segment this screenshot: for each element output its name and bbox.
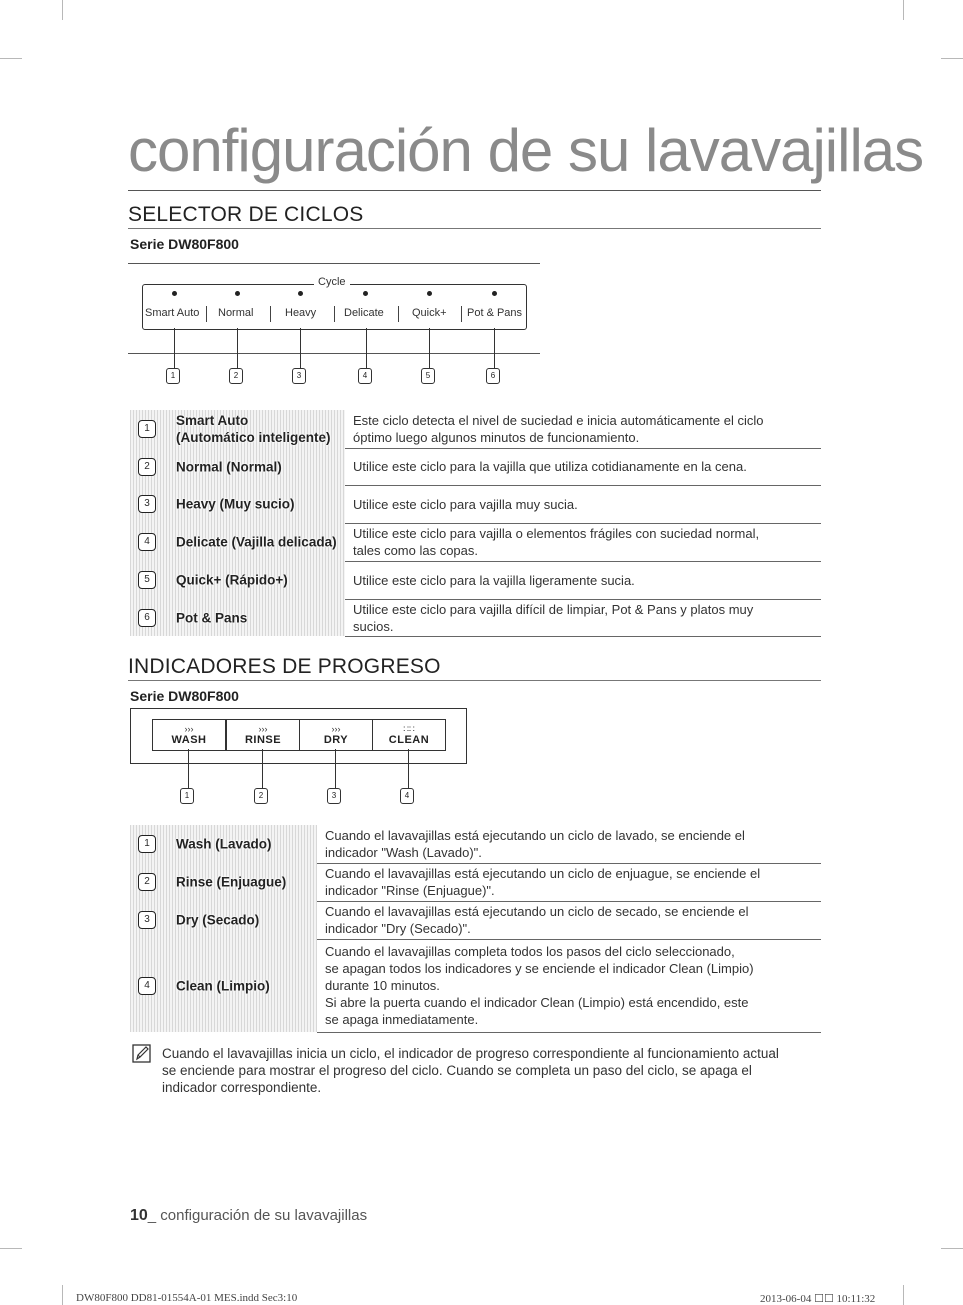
cycle-name: Delicate (Vajilla delicada) xyxy=(176,534,337,550)
cycle-name-cell xyxy=(130,561,345,599)
crop-mark xyxy=(941,1248,963,1249)
table-row xyxy=(130,825,821,863)
indicator-name: Rinse (Enjuague) xyxy=(176,874,287,890)
series-label: Serie DW80F800 xyxy=(130,688,239,704)
cycle-description: Utilice este ciclo para la vajilla ligeramente sucia. xyxy=(345,561,821,599)
indicator-label: DRY xyxy=(323,734,349,746)
separator xyxy=(334,306,335,322)
table-row xyxy=(130,523,821,561)
indicator-label: WASH xyxy=(171,734,207,746)
note-pencil-icon xyxy=(132,1044,152,1064)
callout-leader xyxy=(300,328,301,368)
separator xyxy=(270,306,271,322)
callout-number: 5 xyxy=(421,368,435,384)
cycle-button-delicate: Delicate xyxy=(344,307,384,319)
section-title-cycle-selector: SELECTOR DE CICLOS xyxy=(128,202,821,229)
table-row xyxy=(130,863,821,901)
callout-number: 4 xyxy=(400,788,414,804)
indicator-name: Clean (Limpio) xyxy=(176,978,270,993)
footer-text: configuración de su lavavajillas xyxy=(156,1207,368,1224)
callout-number: 3 xyxy=(327,788,341,804)
indicator-description: Cuando el lavavajillas completa todos los pasos del ciclo seleccionado, se apagan todos los indicadores y se enciende el indicador Clean (Limpio) durante 10 minutos. Si abre la puerta cuando el indicador Clean (Limpio) está encendido, este se apaga inmediatamente. xyxy=(317,939,821,1032)
cycle-name-cell xyxy=(130,410,345,448)
progress-indicator-clean xyxy=(372,719,446,751)
table-row xyxy=(130,939,821,1032)
callout-leader xyxy=(366,328,367,368)
callout-number: 3 xyxy=(292,368,306,384)
row-number-badge: 3 xyxy=(138,495,156,513)
progress-table xyxy=(130,825,821,1033)
callout-leader xyxy=(429,328,430,368)
callout-leader xyxy=(188,749,189,788)
cycle-description: Utilice este ciclo para vajilla difícil de limpiar, Pot & Pans y platos muy sucios. xyxy=(345,599,821,636)
page-footer xyxy=(130,1207,367,1225)
cycle-button-quick: Quick+ xyxy=(412,307,447,319)
indicator-dot xyxy=(235,291,240,296)
cycle-name-cell xyxy=(130,485,345,523)
chevrons-icon: ››› xyxy=(184,724,194,734)
indicator-name: Dry (Secado) xyxy=(176,912,260,928)
indicator-label: RINSE xyxy=(244,734,282,746)
page-number: 10 xyxy=(130,1207,148,1224)
cycle-description: Utilice este ciclo para vajilla o elementos frágiles con suciedad normal, tales como las copas. xyxy=(345,523,821,561)
cycle-button-normal: Normal xyxy=(218,307,254,319)
callout-leader xyxy=(262,749,263,788)
print-meta-right: 2013-06-04 ☐☐ 10:11:32 xyxy=(760,1293,876,1305)
crop-mark xyxy=(903,0,904,20)
cycle-description: Utilice este ciclo para vajilla muy sucia. xyxy=(345,485,821,523)
row-number-badge: 2 xyxy=(138,873,156,891)
table-row xyxy=(130,485,821,523)
callout-number: 1 xyxy=(180,788,194,804)
panel-bottom-line xyxy=(128,353,540,354)
indicator-dot xyxy=(427,291,432,296)
cycle-button-heavy: Heavy xyxy=(285,307,317,319)
cycle-name-cell xyxy=(130,448,345,485)
cycle-description: Utilice este ciclo para la vajilla que utiliza cotidianamente en la cena. xyxy=(345,448,821,485)
note-text: Cuando el lavavajillas inicia un ciclo, el indicador de progreso correspondiente al funcionamiento actual se enciende para mostrar el progreso del ciclo. Cuando se completa un paso del ciclo, se apaga el indicador correspondiente. xyxy=(162,1046,779,1095)
callout-leader xyxy=(335,749,336,788)
indicator-name-cell xyxy=(130,901,317,939)
cycle-name: Normal (Normal) xyxy=(176,459,282,474)
cycle-button-smart-auto: Smart Auto xyxy=(145,307,200,319)
row-number-badge: 6 xyxy=(138,609,156,627)
crop-mark xyxy=(941,58,963,59)
indicator-dot xyxy=(363,291,368,296)
cycle-description: Este ciclo detecta el nivel de suciedad e inicia automáticamente el ciclo óptimo luego algunos minutos de funcionamiento. xyxy=(345,410,821,448)
row-number-badge: 1 xyxy=(138,420,156,438)
cycle-name: Smart Auto (Automático inteligente) xyxy=(176,413,331,445)
callout-number: 4 xyxy=(358,368,372,384)
callout-leader xyxy=(408,749,409,788)
cycle-button-pot-pans: Pot & Pans xyxy=(467,307,523,319)
crop-mark xyxy=(62,1285,63,1305)
row-number-badge: 4 xyxy=(138,533,156,551)
separator xyxy=(398,306,399,322)
indicator-name: Wash (Lavado) xyxy=(176,836,272,852)
callout-number: 2 xyxy=(254,788,268,804)
cycle-name: Pot & Pans xyxy=(176,610,248,625)
print-meta-left: DW80F800 DD81-01554A-01 MES.indd Sec3:10 xyxy=(76,1292,298,1304)
indicator-dot xyxy=(172,291,177,296)
row-number-badge: 2 xyxy=(138,458,156,476)
indicator-description: Cuando el lavavajillas está ejecutando un ciclo de lavado, se enciende el indicador "Wash (Lavado)". xyxy=(317,825,821,863)
crop-mark xyxy=(0,58,22,59)
indicator-name-cell xyxy=(130,939,317,1032)
table-row xyxy=(130,599,821,636)
callout-leader xyxy=(494,328,495,368)
row-number-badge: 3 xyxy=(138,911,156,929)
separator xyxy=(461,306,462,322)
indicator-name-cell xyxy=(130,825,317,863)
row-number-badge: 1 xyxy=(138,835,156,853)
indicator-dot xyxy=(492,291,497,296)
indicator-description: Cuando el lavavajillas está ejecutando un ciclo de secado, se enciende el indicador "Dry (Secado)". xyxy=(317,901,821,939)
cycle-name-cell xyxy=(130,523,345,561)
separator xyxy=(206,306,207,322)
crop-mark xyxy=(903,1285,904,1305)
cycle-name-cell xyxy=(130,599,345,636)
chevrons-icon: ››› xyxy=(258,724,268,734)
progress-indicator-rinse xyxy=(226,719,300,751)
row-number-badge: 5 xyxy=(138,571,156,589)
row-number-badge: 4 xyxy=(138,977,156,995)
indicator-label: CLEAN xyxy=(388,734,430,746)
crop-mark xyxy=(0,1248,22,1249)
callout-leader xyxy=(237,328,238,368)
indicator-name-cell xyxy=(130,863,317,901)
page-title: configuración de su lavavajillas xyxy=(128,112,821,191)
crop-mark xyxy=(62,0,63,20)
table-row xyxy=(130,901,821,939)
progress-indicator-dry xyxy=(299,719,373,751)
sparkle-icon: ∷∷ xyxy=(403,724,415,734)
cycle-name: Quick+ (Rápido+) xyxy=(176,572,288,588)
table-row xyxy=(130,448,821,485)
panel-top-line xyxy=(128,263,540,264)
callout-number: 1 xyxy=(166,368,180,384)
indicator-description: Cuando el lavavajillas está ejecutando un ciclo de enjuague, se enciende el indicador "Rinse (Enjuague)". xyxy=(317,863,821,901)
progress-indicator-wash xyxy=(152,719,226,751)
callout-number: 6 xyxy=(486,368,500,384)
callout-number: 2 xyxy=(229,368,243,384)
series-label: Serie DW80F800 xyxy=(130,236,239,252)
cycle-caption: Cycle xyxy=(314,276,350,288)
callout-leader xyxy=(174,328,175,368)
footer-separator: _ xyxy=(147,1207,157,1224)
table-row xyxy=(130,561,821,599)
cycle-name: Heavy (Muy sucio) xyxy=(176,496,295,512)
chevrons-icon: ››› xyxy=(331,724,341,734)
indicator-dot xyxy=(298,291,303,296)
table-row xyxy=(130,410,821,448)
section-title-progress: INDICADORES DE PROGRESO xyxy=(128,654,821,681)
cycle-table xyxy=(130,410,821,637)
